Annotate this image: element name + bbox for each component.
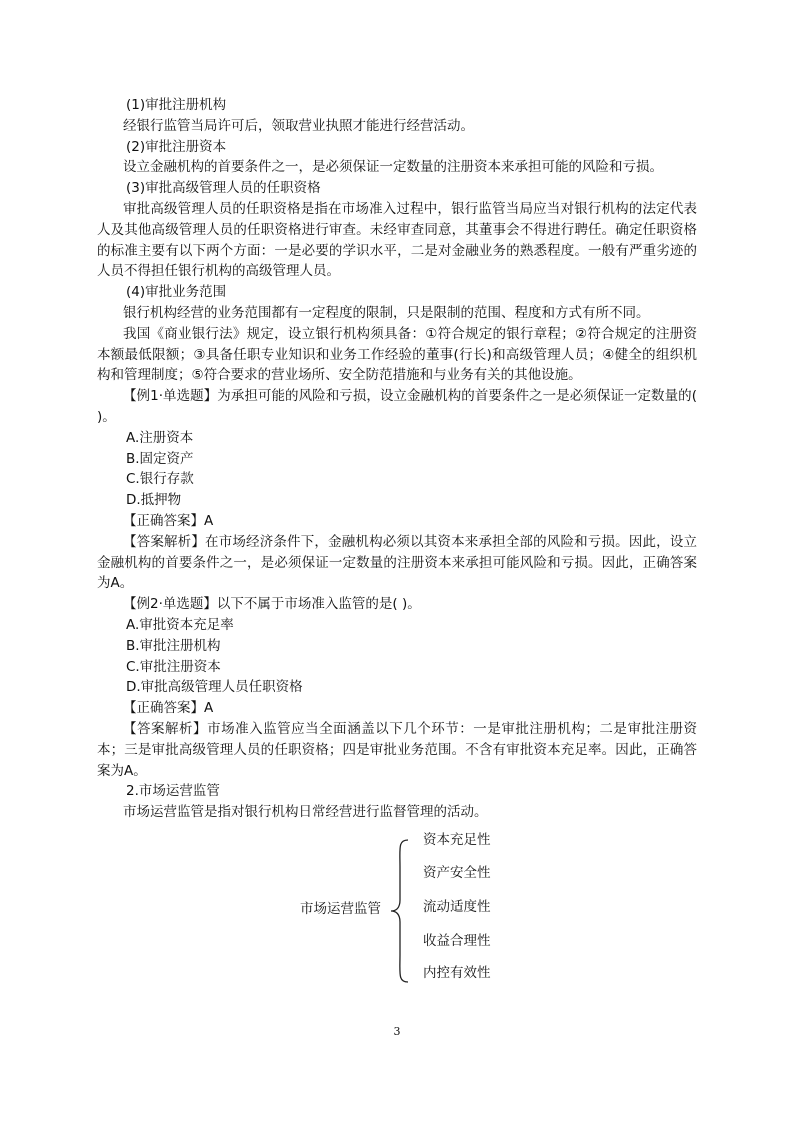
example-2-option-c: C.审批注册资本 (126, 658, 221, 675)
paragraph: 经银行监管当局许可后，领取营业执照才能进行经营活动。 (123, 117, 474, 134)
example-2-answer: 【正确答案】A (123, 700, 214, 717)
supervision-diagram (0, 830, 794, 990)
example-1-answer: 【正确答案】A (123, 512, 214, 529)
page-number: 3 (393, 1025, 401, 1038)
example-2-option-a: A.审批资本充足率 (126, 616, 234, 633)
diagram-root-label: 市场运营监管 (300, 901, 381, 917)
paragraph: 银行机构经营的业务范围都有一定程度的限制，只是限制的范围、程度和方式有所不同。 (123, 304, 650, 321)
example-2-explanation: 【答案解析】市场准入监管应当全面涵盖以下几个环节：一是审批注册机构；二是审批注册资本；三是审批高级管理人员的任职资格；四是审批业务范围。不含有审批资本充足率。因此，正确答案为A。 (97, 720, 697, 779)
example-1-option-b: B.固定资产 (126, 450, 194, 467)
paragraph: 审批高级管理人员的任职资格是指在市场准入过程中，银行监管当局应当对银行机构的法定代表人及其他高级管理人员的任职资格进行审查。未经审查同意，其董事会不得进行聘任。确定任职资格的标准主要有以下两个方面：一是必要的学识水平，二是对金融业务的熟悉程度。一般有严重劣迹的人员不得担任银行机构的高级管理人员。 (97, 200, 697, 280)
example-1-option-d: D.抵押物 (126, 492, 182, 509)
document-body (97, 95, 697, 823)
example-1-option-a: A.注册资本 (126, 429, 194, 446)
diagram-item-asset-safety: 资产安全性 (423, 865, 491, 881)
diagram-item-capital-adequacy: 资本充足性 (423, 832, 491, 848)
paragraph: 市场运营监管是指对银行机构日常经营进行监督管理的活动。 (123, 804, 488, 821)
example-2-question: 【例2·单选题】以下不属于市场准入监管的是( )。 (123, 596, 421, 613)
heading-approve-executive-qualification: (3)审批高级管理人员的任职资格 (126, 180, 321, 197)
paragraph: 设立金融机构的首要条件之一，是必须保证一定数量的注册资本来承担可能的风险和亏损。 (123, 159, 663, 176)
heading-market-operation-supervision: 2.市场运营监管 (126, 783, 220, 800)
curly-brace-icon (388, 838, 418, 984)
example-2-option-d: D.审批高级管理人员任职资格 (126, 679, 303, 696)
heading-approve-registered-capital: (2)审批注册资本 (126, 138, 227, 155)
example-2-option-b: B.审批注册机构 (126, 637, 221, 654)
heading-approve-registered-institution: (1)审批注册机构 (126, 97, 227, 113)
example-1-explanation: 【答案解析】在市场经济条件下，金融机构必须以其资本来承担全部的风险和亏损。因此，设立金融机构的首要条件之一，是必须保证一定数量的注册资本来承担可能风险和亏损。因此，正确答案为A。 (97, 533, 697, 592)
diagram-item-profitability: 收益合理性 (423, 933, 491, 949)
diagram-item-liquidity: 流动适度性 (423, 899, 491, 915)
example-1-question: 【例1·单选题】为承担可能的风险和亏损，设立金融机构的首要条件之一是必须保证一定数量的( )。 (97, 388, 697, 425)
paragraph: 我国《商业银行法》规定，设立银行机构须具备：①符合规定的银行章程；②符合规定的注册资本额最低限额；③具备任职专业知识和业务工作经验的董事(行长)和高级管理人员；④健全的组织机构和管理制度；⑤符合要求的营业场所、安全防范措施和与业务有关的其他设施。 (97, 325, 697, 384)
example-1-option-c: C.银行存款 (126, 471, 194, 488)
diagram-item-internal-control: 内控有效性 (423, 965, 491, 981)
heading-approve-business-scope: (4)审批业务范围 (126, 284, 227, 301)
